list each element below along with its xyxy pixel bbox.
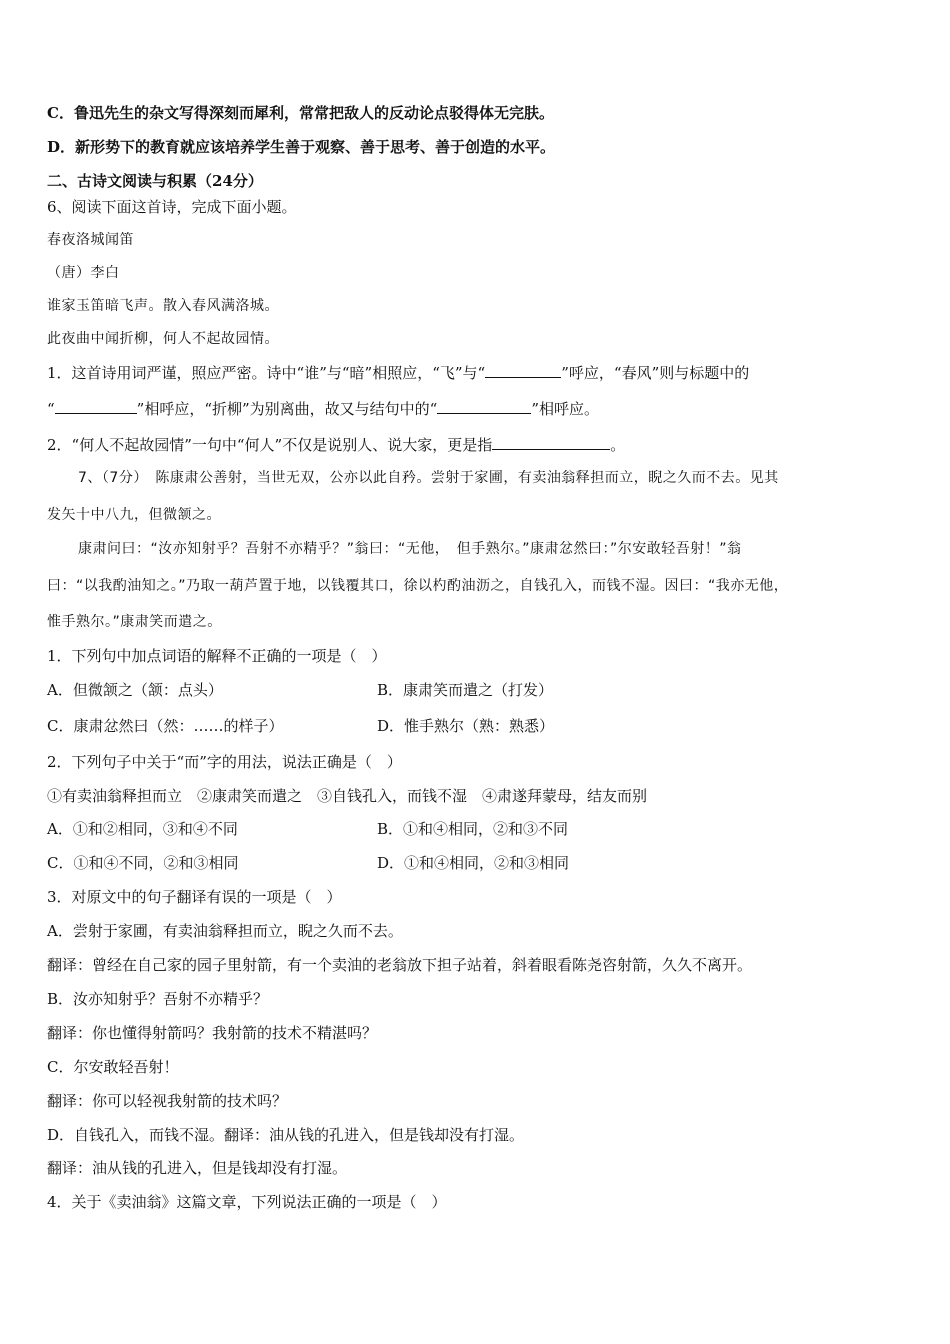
q7-sub2-option-d[interactable]: D．①和④相同，②和③相同 xyxy=(377,854,570,872)
q7-para2-line3: 惟手熟尔。”康肃笑而遣之。 xyxy=(47,614,222,630)
q6-sub1-text-e: ”相呼应。 xyxy=(531,400,600,418)
q6-intro: 6、阅读下面这首诗，完成下面小题。 xyxy=(47,198,297,216)
answer-blank-1[interactable] xyxy=(485,362,561,378)
q7-para1-line1: 7、（7分） 陈康肃公善射，当世无双，公亦以此自矜。尝射于家圃，有卖油翁释担而立，睨之久而不去。见其 xyxy=(78,470,779,486)
q7-sub3-translation-c: 翻译：你可以轻视我射箭的技术吗？ xyxy=(47,1092,288,1110)
q7-sub2-option-c[interactable]: C．①和④不同，②和③相同 xyxy=(47,854,239,872)
poem-title: 春夜洛城闻笛 xyxy=(47,232,134,248)
poem-author: （唐）李白 xyxy=(47,265,120,281)
q6-sub1-text-d: ”相呼应，“折柳”为别离曲，故又与结句中的“ xyxy=(136,400,438,418)
poem-line-1: 谁家玉笛暗飞声。散入春风满洛城。 xyxy=(47,298,279,314)
q7-sub3-option-a[interactable]: A．尝射于家圃，有卖油翁释担而立，睨之久而不去。 xyxy=(47,922,403,940)
q6-sub1-line2 xyxy=(47,398,599,419)
option-c: C．鲁迅先生的杂文写得深刻而犀利，常常把敌人的反动论点驳得体无完肤。 xyxy=(47,104,554,122)
answer-blank-4[interactable] xyxy=(492,434,610,450)
q7-sub3-option-b[interactable]: B．汝亦知射乎？吾射不亦精乎？ xyxy=(47,990,269,1008)
option-d: D．新形势下的教育就应该培养学生善于观察、善于思考、善于创造的水平。 xyxy=(47,138,556,156)
q7-sub1-option-c[interactable]: C．康肃忿然曰（然：……的样子） xyxy=(47,717,284,735)
answer-blank-2[interactable] xyxy=(55,398,137,414)
q7-sub3-question: 3．对原文中的句子翻译有误的一项是（ ） xyxy=(47,888,342,906)
q6-sub2-line xyxy=(47,434,625,455)
q6-sub1-line1 xyxy=(47,362,749,383)
q7-sub1-question: 1．下列句中加点词语的解释不正确的一项是（ ） xyxy=(47,647,387,665)
section-heading: 二、古诗文阅读与积累（24分） xyxy=(47,172,263,190)
q7-sub3-translation-d: 翻译：油从钱的孔进入，但是钱却没有打湿。 xyxy=(47,1159,348,1177)
q7-sub2-option-b[interactable]: B．①和④相同，②和③不同 xyxy=(377,820,569,838)
q6-sub2-end: 。 xyxy=(610,436,626,454)
q7-sub2-question: 2．下列句子中关于“而”字的用法，说法正确是（ ） xyxy=(47,753,402,771)
q6-sub2-text: 2．“何人不起故园情”一句中“何人”不仅是说别人、说大家，更是指 xyxy=(47,436,493,454)
q7-sub2-option-a[interactable]: A．①和②相同，③和④不同 xyxy=(47,820,238,838)
q7-sub1-option-d[interactable]: D．惟手熟尔（熟：熟悉） xyxy=(377,717,555,735)
q7-sub3-translation-b: 翻译：你也懂得射箭吗？我射箭的技术不精湛吗？ xyxy=(47,1024,378,1042)
q7-sub3-option-c[interactable]: C．尔安敢轻吾射！ xyxy=(47,1058,179,1076)
poem-line-2: 此夜曲中闻折柳，何人不起故园情。 xyxy=(47,331,279,347)
q7-para2-line1: 康肃问曰：“汝亦知射乎？吾射不亦精乎？”翁曰：“无他， 但手熟尔。”康肃忿然曰：”尔安敢轻吾射！”翁 xyxy=(78,541,742,557)
q7-sub3-option-d[interactable]: D．自钱孔入，而钱不湿。翻译：油从钱的孔进入，但是钱却没有打湿。 xyxy=(47,1126,525,1144)
q6-sub1-text-a: 1．这首诗用词严谨，照应严密。诗中“谁”与“暗”相照应，“飞”与“ xyxy=(47,364,486,382)
q6-sub1-text-b: ”呼应，“春风”则与标题中的 xyxy=(561,364,750,382)
answer-blank-3[interactable] xyxy=(437,398,531,414)
q7-para2-line2: 曰：“以我酌油知之。”乃取一葫芦置于地，以钱覆其口，徐以杓酌油沥之，自钱孔入，而钱不湿。因曰：“我亦无他， xyxy=(47,578,789,594)
q7-sub3-translation-a: 翻译：曾经在自己家的园子里射箭，有一个卖油的老翁放下担子站着，斜着眼看陈尧咨射箭，久久不离开。 xyxy=(47,956,753,974)
q6-sub1-text-c: “ xyxy=(47,400,55,418)
q7-sub1-option-a[interactable]: A．但微颔之（颔：点头） xyxy=(47,681,223,699)
q7-sub1-option-b[interactable]: B．康肃笑而遣之（打发） xyxy=(377,681,554,699)
q7-para1-line2: 发矢十中八九，但微颔之。 xyxy=(47,507,221,523)
q7-sub4-question: 4．关于《卖油翁》这篇文章，下列说法正确的一项是（ ） xyxy=(47,1193,447,1211)
q7-sub2-items: ①有卖油翁释担而立 ②康肃笑而遣之 ③自钱孔入，而钱不湿 ④肃遂拜蒙母，结友而别 xyxy=(47,787,648,805)
